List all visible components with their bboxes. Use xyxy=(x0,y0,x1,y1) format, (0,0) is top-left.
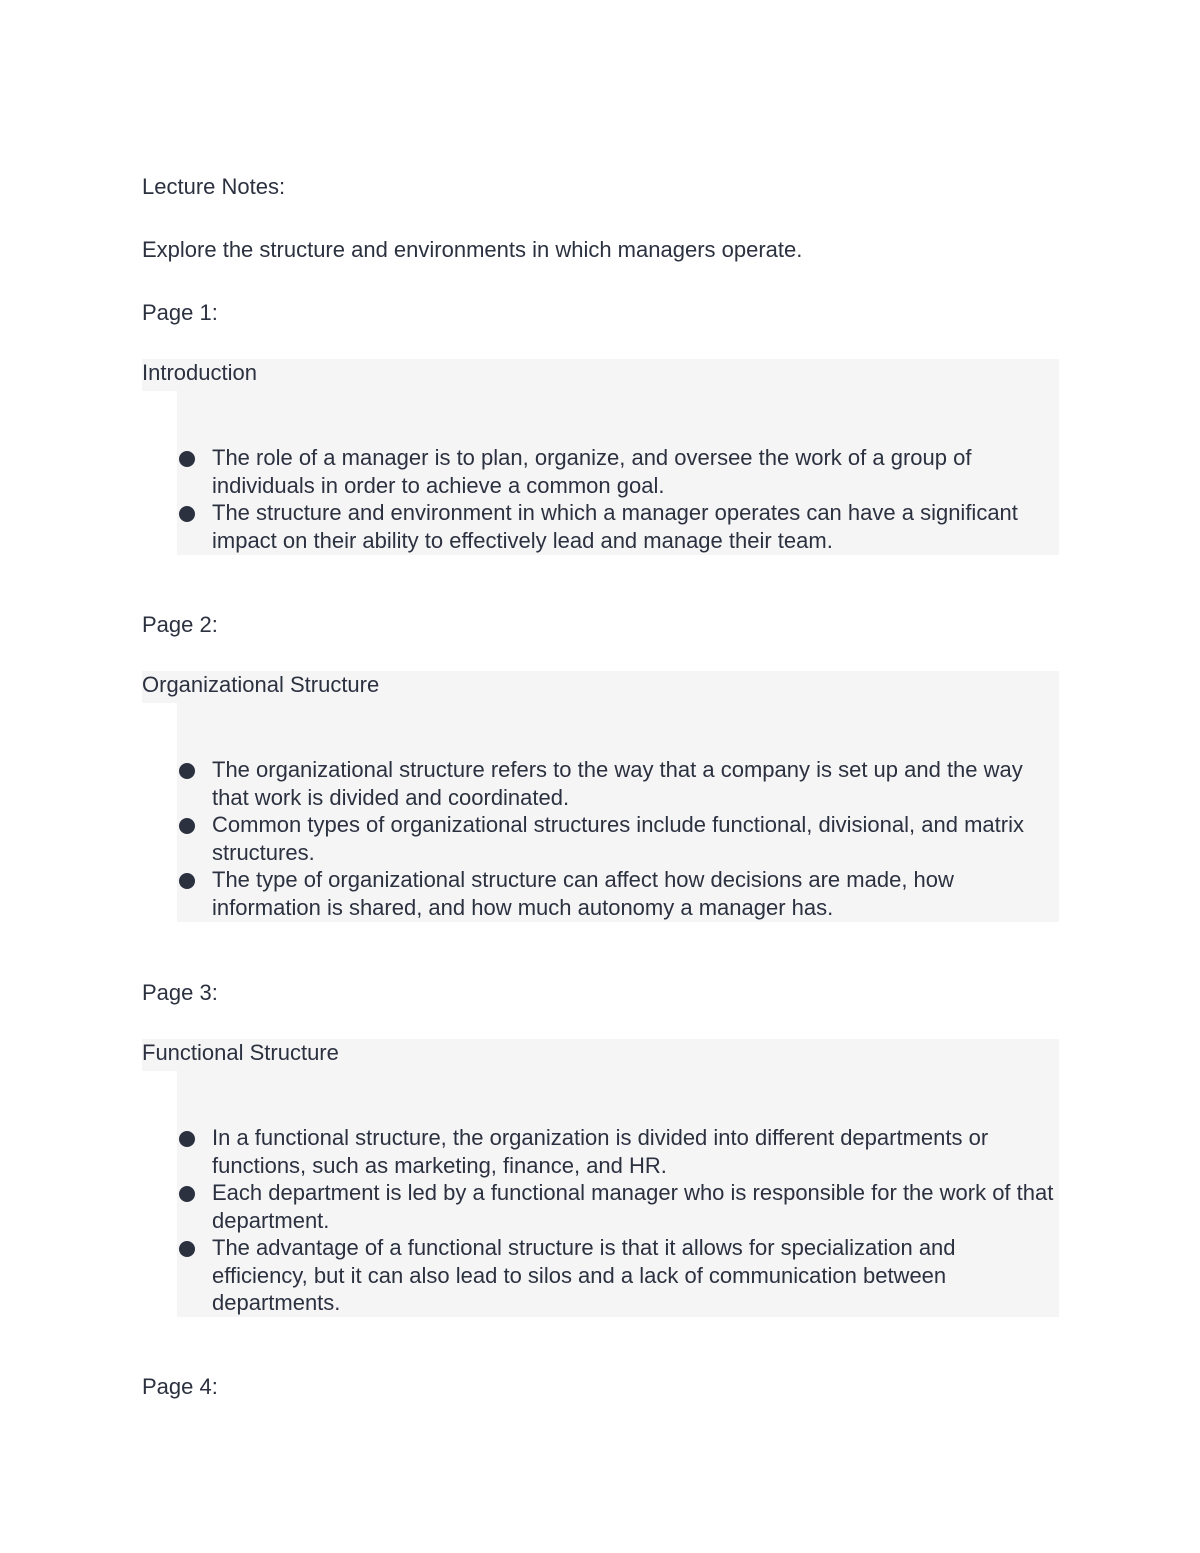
document-subtitle: Explore the structure and environments in which managers operate. xyxy=(142,237,803,262)
bullet-icon xyxy=(179,506,195,522)
list-item-text: The advantage of a functional structure is that it allows for specialization and efficiency, but it can also lead to silos and a lack of communication between departments. xyxy=(212,1235,956,1315)
list-item xyxy=(177,756,1057,811)
list-item xyxy=(177,866,1057,921)
bullet-icon xyxy=(179,451,195,467)
page-label: Page 1: xyxy=(142,300,218,325)
bullet-icon xyxy=(179,1131,195,1147)
bullet-list xyxy=(177,444,1057,554)
list-item-text: The structure and environment in which a manager operates can have a significant impact on their ability to effectively lead and manage their team. xyxy=(212,500,1018,553)
bullet-icon xyxy=(179,873,195,889)
section-heading: Organizational Structure xyxy=(142,672,380,697)
list-item-text: In a functional structure, the organization is divided into different departments or functions, such as marketing, finance, and HR. xyxy=(212,1125,989,1178)
list-item-text: Each department is led by a functional manager who is responsible for the work of that department. xyxy=(212,1180,1054,1233)
document-title: Lecture Notes: xyxy=(142,174,286,199)
bullet-list xyxy=(177,1124,1057,1317)
section-heading: Introduction xyxy=(142,360,257,385)
list-item xyxy=(177,499,1057,554)
list-item-text: The organizational structure refers to the way that a company is set up and the way that work is divided and coordinated. xyxy=(212,757,1023,810)
list-item xyxy=(177,1179,1057,1234)
page-label: Page 2: xyxy=(142,612,218,637)
list-item xyxy=(177,1124,1057,1179)
list-item xyxy=(177,444,1057,499)
page-label: Page 4: xyxy=(142,1374,218,1399)
list-item-text: The type of organizational structure can affect how decisions are made, how information is shared, and how much autonomy a manager has. xyxy=(212,867,954,920)
bullet-icon xyxy=(179,1241,195,1257)
page-label: Page 3: xyxy=(142,980,218,1005)
section-shade xyxy=(142,359,1059,391)
bullet-list xyxy=(177,756,1057,921)
list-item xyxy=(177,811,1057,866)
bullet-icon xyxy=(179,1186,195,1202)
list-item xyxy=(177,1234,1057,1317)
list-item-text: The role of a manager is to plan, organize, and oversee the work of a group of individuals in order to achieve a common goal. xyxy=(212,445,972,498)
section-heading: Functional Structure xyxy=(142,1040,339,1065)
bullet-icon xyxy=(179,818,195,834)
bullet-icon xyxy=(179,763,195,779)
list-item-text: Common types of organizational structures include functional, divisional, and matrix structures. xyxy=(212,812,1024,865)
